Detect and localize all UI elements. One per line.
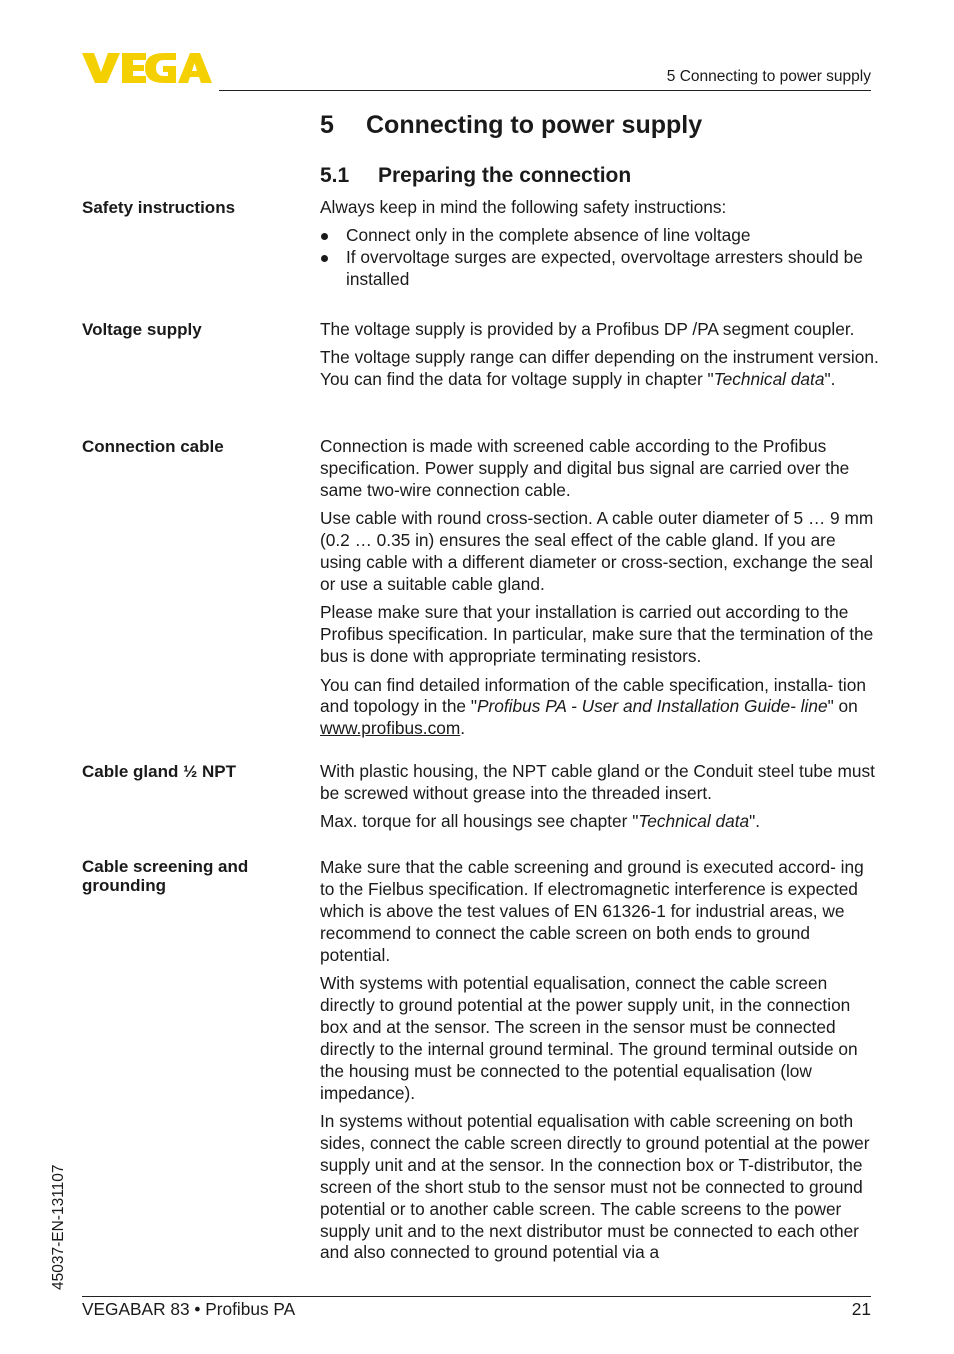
voltage-paragraph: The voltage supply range can differ depending on the instrument version. You can find the data for voltage supply in chapter "Technical data". bbox=[320, 347, 879, 390]
cable-paragraph: Use cable with round cross-section. A cable outer diameter of 5 … 9 mm (0.2 … 0.35 in) ensures the seal effect of the cable gland. If you are using cable with a different diameter or cross-section, exchange the seal or use a suitable cable gland. bbox=[320, 508, 874, 594]
screening-paragraph: With systems with potential equalisation, connect the cable screen directly to ground potential at the power supply unit, in the connection box and at the sensor. The screen in the sensor must be connected directly to the internal ground terminal. The ground terminal outside on the housing must be connected to the potential equalisation (low impedance). bbox=[320, 973, 858, 1103]
screening-paragraph: Make sure that the cable screening and ground is executed accord- ing to the Fielbus specification. If electromagnetic interference is expected which is above the test values of EN 61326-1 for industrial areas, we recommend to connect the cable screen on both ends to ground potential. bbox=[320, 857, 864, 965]
footer-rule bbox=[82, 1296, 871, 1297]
gland-paragraph: Max. torque for all housings see chapter "Technical data". bbox=[320, 811, 761, 832]
screening-paragraph: In systems without potential equalisation with cable screening on both sides, connect the cable screen directly to ground potential at the power supply unit and at the sensor. In the connection box or T-distributor, the screen of the short stub to the sensor must not be connected to ground potential or to another cable screen. The cable screens to the power supply unit and to the next distributor must be connected to each other and also connected to ground potential via a bbox=[320, 1110, 870, 1263]
chapter-title: Connecting to power supply bbox=[366, 111, 703, 139]
section-number: 5.1 bbox=[320, 164, 350, 187]
profibus-link[interactable]: www.profibus.com bbox=[320, 718, 461, 739]
footer-product: VEGABAR 83 • Profibus PA bbox=[82, 1299, 296, 1319]
safety-block bbox=[320, 197, 876, 291]
document-id: 45037-EN-131107 bbox=[50, 1164, 67, 1290]
safety-list bbox=[320, 225, 876, 291]
cable-gland-block bbox=[320, 761, 876, 840]
voltage-block bbox=[320, 319, 880, 398]
safety-intro: Always keep in mind the following safety instructions: bbox=[320, 197, 727, 217]
page-number: 21 bbox=[851, 1299, 871, 1319]
screening-block bbox=[320, 857, 876, 1271]
bullet-icon bbox=[321, 233, 328, 240]
cable-paragraph: You can find detailed information of the cable specification, installa- tion and topology in the "Profibus PA - User and Installation Guide- line" on www.profibus.com. bbox=[320, 674, 866, 739]
chapter-heading bbox=[320, 111, 702, 140]
chapter-number: 5 bbox=[320, 111, 334, 139]
cable-paragraph: Connection is made with screened cable according to the Profibus specification. Power supply and digital bus signal are carried over the same two-wire connection cable. bbox=[320, 436, 850, 500]
side-label-screening: Cable screening and grounding bbox=[82, 857, 249, 895]
side-label-safety: Safety instructions bbox=[82, 198, 236, 217]
side-label-connection-cable: Connection cable bbox=[82, 437, 224, 456]
header-rule bbox=[219, 90, 871, 91]
vega-logo bbox=[82, 52, 212, 84]
list-item: Connect only in the complete absence of line voltage bbox=[320, 225, 876, 247]
side-label-voltage: Voltage supply bbox=[82, 320, 202, 339]
cable-paragraph: Please make sure that your installation is carried out according to the Profibus specification. In particular, make sure that the termination of the bus is done with appropriate terminating resistors. bbox=[320, 602, 874, 667]
gland-paragraph: With plastic housing, the NPT cable gland or the Conduit steel tube must be screwed without grease into the threaded insert. bbox=[320, 761, 875, 803]
side-label-cable-gland: Cable gland ½ NPT bbox=[82, 762, 236, 781]
section-title: Preparing the connection bbox=[378, 164, 632, 187]
running-header: 5 Connecting to power supply bbox=[666, 68, 871, 85]
section-heading bbox=[320, 164, 631, 188]
voltage-paragraph: The voltage supply is provided by a Profibus DP /PA segment coupler. bbox=[320, 319, 855, 339]
bullet-icon bbox=[321, 255, 328, 262]
connection-cable-block bbox=[320, 436, 876, 747]
list-item: If overvoltage surges are expected, overvoltage arresters should be installed bbox=[320, 247, 876, 291]
